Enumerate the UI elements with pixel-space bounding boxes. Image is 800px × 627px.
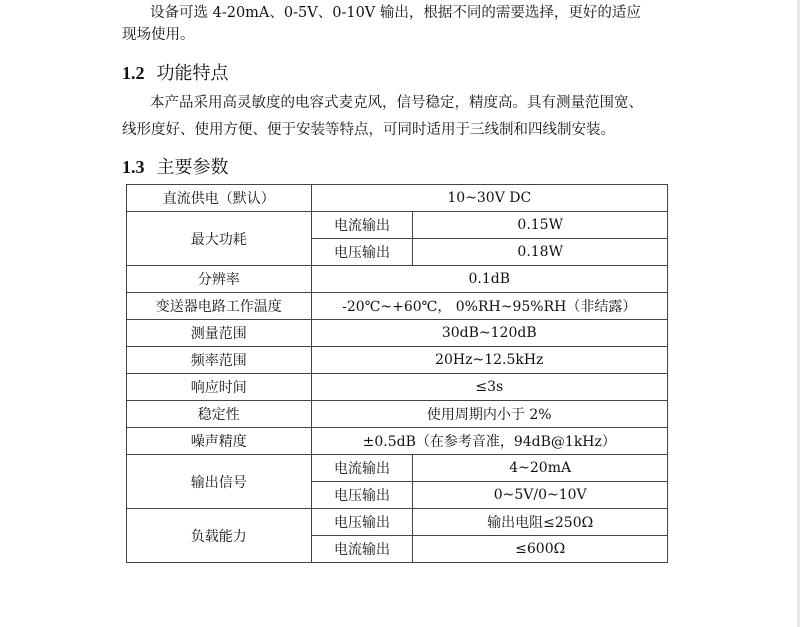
- features-line-2: 线形度好、使用方便、便于安装等特点，可同时适用于三线制和四线制安装。: [122, 122, 615, 138]
- param-value: ≤600Ω: [413, 536, 668, 563]
- features-line-1: 本产品采用高灵敏度的电容式麦克风，信号稳定，精度高。具有测量范围宽、: [150, 95, 643, 111]
- section-number: 1.3: [122, 157, 145, 177]
- section-number: 1.2: [122, 63, 145, 83]
- param-label: 测量范围: [127, 320, 312, 347]
- section-title: 主要参数: [156, 157, 229, 178]
- table-row: [127, 455, 668, 482]
- table-row: [127, 320, 668, 347]
- param-label: 响应时间: [127, 374, 312, 401]
- table-row: [127, 509, 668, 536]
- param-label: 噪声精度: [127, 428, 312, 455]
- param-sublabel: 电压输出: [311, 509, 413, 536]
- table-row: [127, 293, 668, 320]
- table-row: [127, 401, 668, 428]
- param-value: 0.1dB: [311, 266, 667, 293]
- section-title: 功能特点: [156, 63, 229, 84]
- param-value: 30dB~120dB: [311, 320, 667, 347]
- param-label: 输出信号: [127, 455, 312, 509]
- param-value: 使用周期内小于 2%: [311, 401, 667, 428]
- table-row: [127, 374, 668, 401]
- param-value: 0.15W: [413, 212, 668, 239]
- param-value: 20Hz~12.5kHz: [311, 347, 667, 374]
- parameters-table: [126, 184, 668, 563]
- param-sublabel: 电流输出: [311, 536, 413, 563]
- param-value: 4~20mA: [413, 455, 668, 482]
- table-row: [127, 266, 668, 293]
- table-row: [127, 428, 668, 455]
- param-label: 最大功耗: [127, 212, 312, 266]
- param-label: 负载能力: [127, 509, 312, 563]
- table-row: [127, 347, 668, 374]
- intro-line-2: 现场使用。: [122, 27, 195, 43]
- param-sublabel: 电压输出: [311, 239, 413, 266]
- param-value: ±0.5dB（在参考音准，94dB@1kHz）: [311, 428, 667, 455]
- param-value: 输出电阻≤250Ω: [413, 509, 668, 536]
- intro-line-1: 设备可选 4-20mA、0-5V、0-10V 输出，根据不同的需要选择，更好的适应: [150, 5, 641, 21]
- param-label: 稳定性: [127, 401, 312, 428]
- section-heading-1-3: [122, 153, 229, 179]
- table-row: [127, 212, 668, 239]
- param-label: 直流供电（默认）: [127, 185, 312, 212]
- param-value: 10~30V DC: [311, 185, 667, 212]
- param-sublabel: 电流输出: [311, 212, 413, 239]
- param-label: 频率范围: [127, 347, 312, 374]
- param-sublabel: 电流输出: [311, 455, 413, 482]
- param-value: ≤3s: [311, 374, 667, 401]
- param-label: 分辨率: [127, 266, 312, 293]
- param-sublabel: 电压输出: [311, 482, 413, 509]
- param-label: 变送器电路工作温度: [127, 293, 312, 320]
- table-row: [127, 185, 668, 212]
- param-value: 0.18W: [413, 239, 668, 266]
- param-value: -20℃~+60℃， 0%RH~95%RH（非结露）: [311, 293, 667, 320]
- section-heading-1-2: [122, 59, 229, 85]
- param-value: 0~5V/0~10V: [413, 482, 668, 509]
